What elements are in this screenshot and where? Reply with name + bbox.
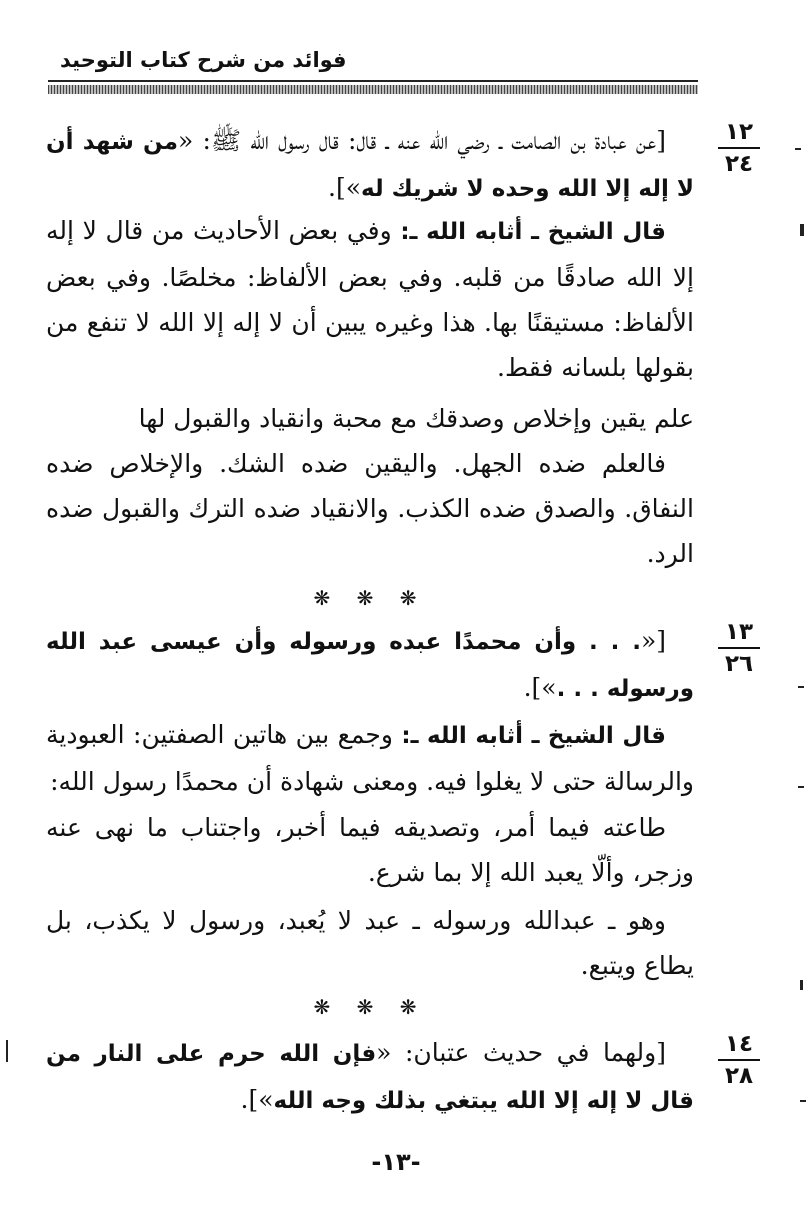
hadith-open: [« — [640, 626, 666, 655]
verse-text: علم يقين وإخلاص وصدقك مع محبة وانقياد والقبول لها — [138, 404, 694, 433]
running-header-title: فوائد من شرح كتاب التوحيد — [60, 48, 347, 72]
ref-fraction-bar — [718, 147, 760, 149]
hadith-open: [ولهما في حديث عتبان: « — [376, 1038, 666, 1067]
section-separator: ❋ ❋ ❋ — [313, 586, 427, 610]
ref-fraction-bar — [718, 1059, 760, 1061]
section-separator: ❋ ❋ ❋ — [313, 995, 427, 1019]
header-hatched-rule — [48, 85, 698, 94]
commentary-text: وهو ـ عبدالله ورسوله ـ عبد لا يُعبد، ورسول لا يكذب، بل يطاع ويتبع. — [46, 906, 694, 980]
speaker-label: قال الشيخ ـ أثابه الله ـ: — [400, 219, 666, 245]
ref-top: ١٢ — [724, 119, 754, 145]
hadith-paragraph-1 — [46, 118, 694, 212]
reference-number-12-24 — [714, 118, 764, 178]
scan-artifact — [800, 980, 803, 990]
hadith-end: »]. — [523, 673, 557, 702]
hadith-end: »]. — [328, 173, 362, 202]
commentary-paragraph-3 — [46, 712, 694, 804]
hadith-end: »]. — [240, 1085, 274, 1114]
ref-bottom: ٢٨ — [724, 1063, 754, 1089]
hadith-quote: . . . وأن محمدًا عبده ورسوله وأن عيسى عبد الله ورسوله . . . — [46, 629, 694, 702]
ref-bottom: ٢٤ — [724, 151, 754, 177]
scan-artifact — [798, 786, 804, 788]
commentary-paragraph-4 — [46, 805, 694, 895]
ref-top: ١٣ — [724, 619, 754, 645]
hadith-paragraph-3 — [46, 1030, 694, 1124]
hadith-quote: فإن الله حرم على النار من قال لا إله إلا الله يبتغي بذلك وجه الله — [46, 1041, 694, 1114]
commentary-paragraph-1 — [46, 208, 694, 390]
scan-artifact — [6, 1040, 8, 1062]
commentary-text: وفي بعض الأحاديث من قال لا إله إلا الله صادقًا من قلبه. وفي بعض الألفاظ: مخلصًا. وفي بعض الألفاظ: مستيقنًا بها. هذا وغيره يبين أن لا إله إلا الله لا تنفع من بقولها بلسانه فقط. — [46, 216, 694, 382]
hadith-paragraph-2 — [46, 618, 694, 712]
ref-bottom: ٢٦ — [724, 651, 754, 677]
speaker-label: قال الشيخ ـ أثابه الله ـ: — [401, 723, 666, 749]
header-rule — [48, 80, 698, 82]
commentary-text: فالعلم ضده الجهل. واليقين ضده الشك. والإخلاص ضده النفاق. والصدق ضده الكذب. والانقياد ضده الترك والقبول ضده الرد. — [46, 449, 694, 568]
page-number: -١٣- — [371, 1148, 421, 1176]
reference-number-13-26 — [714, 618, 764, 678]
ref-fraction-bar — [718, 647, 760, 649]
hadith-quote: من شهد أن لا إله إلا الله وحده لا شريك له — [46, 129, 694, 202]
ref-top: ١٤ — [724, 1031, 754, 1057]
scan-artifact — [798, 686, 804, 688]
hadith-text: [عن عبادة بن الصامت ـ رضي الله عنه ـ قال: قال رسول الله ﷺ: « — [178, 126, 666, 155]
reference-number-14-28 — [714, 1030, 764, 1090]
commentary-paragraph-2 — [46, 441, 694, 576]
scan-artifact — [800, 1100, 806, 1102]
commentary-text: طاعته فيما أمر، وتصديقه فيما أخبر، واجتناب ما نهى عنه وزجر، وألّا يعبد الله إلا بما شرع. — [46, 813, 694, 887]
commentary-paragraph-5 — [46, 898, 694, 988]
verse-line — [46, 396, 694, 441]
scan-artifact — [800, 224, 804, 236]
commentary-text: وجمع بين هاتين الصفتين: العبودية والرسالة حتى لا يغلوا فيه. ومعنى شهادة أن محمدًا رسول الله: — [46, 720, 694, 796]
scan-artifact — [795, 148, 801, 150]
